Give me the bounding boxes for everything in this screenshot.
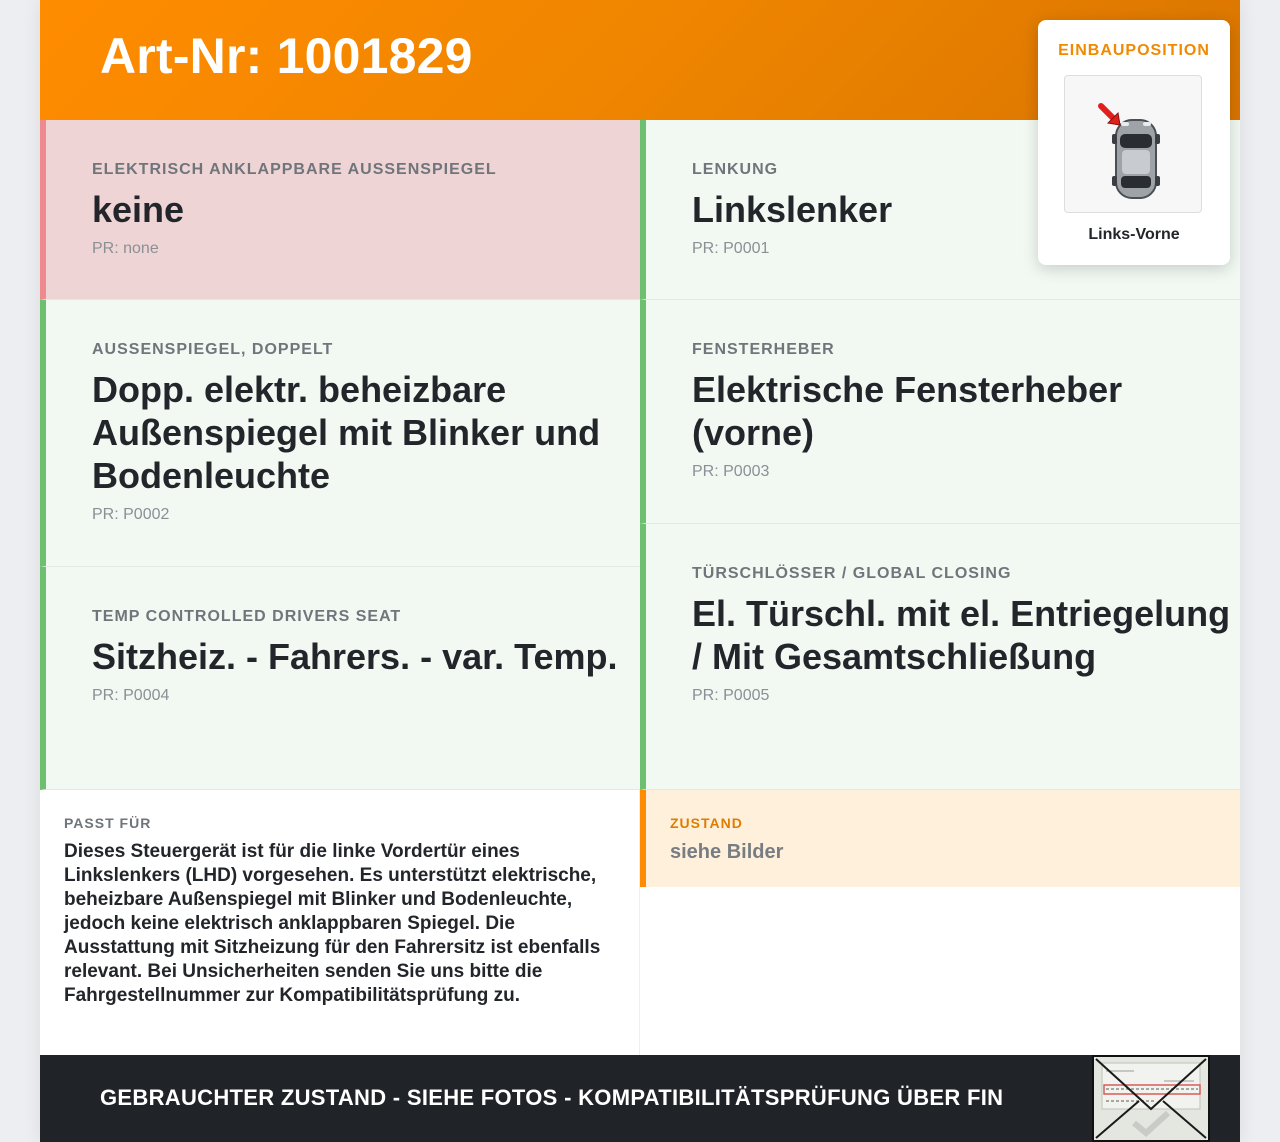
install-position-card bbox=[1038, 20, 1230, 265]
spec-label: LENKUNG bbox=[692, 161, 779, 178]
spec-value: Linkslenker bbox=[692, 189, 893, 230]
spec-pr-code: PR: P0001 bbox=[692, 240, 770, 257]
label-photo-icon bbox=[1094, 1057, 1208, 1140]
product-sheet bbox=[40, 0, 1240, 1142]
spec-label: AUSSENSPIEGEL, DOPPELT bbox=[92, 341, 334, 358]
install-position-value: Links-Vorne bbox=[1088, 226, 1180, 243]
condition-section bbox=[640, 790, 1240, 887]
spec-card-window-lifter bbox=[640, 300, 1240, 524]
spec-label: TÜRSCHLÖSSER / GLOBAL CLOSING bbox=[692, 565, 1012, 582]
spec-label: TEMP CONTROLLED DRIVERS SEAT bbox=[92, 608, 402, 625]
spec-value: Elektrische Fensterheber (vorne) bbox=[692, 369, 1123, 453]
spec-value: Dopp. elektr. beheizbare Außenspiegel mit Blinker und Bodenleuchte bbox=[92, 369, 601, 496]
condition-label: ZUSTAND bbox=[670, 815, 743, 831]
spec-pr-code: PR: P0004 bbox=[92, 687, 170, 704]
article-number-title: Art-Nr: 1001829 bbox=[100, 28, 473, 84]
spec-card-mirror-double bbox=[40, 300, 640, 567]
condition-value: siehe Bilder bbox=[670, 841, 784, 863]
spec-card-mirror-folding bbox=[40, 120, 640, 300]
spec-pr-code: PR: none bbox=[92, 240, 159, 257]
fits-section bbox=[40, 790, 640, 1055]
fits-description: Dieses Steuergerät ist für die linke Vordertür eines Linkslenkers (LHD) vorgesehen. Es unterstützt elektrische, beheizbare Außenspiegel mit Blinker und Bodenleuchte, jedoch keine elektrisch anklappbaren Spiegel. Die Ausstattung mit Sitzheizung für den Fahrersitz ist ebenfalls relevant. Bei Unsicherheiten senden Sie uns bitte die Fahrgestellnummer zur Kompatibilitätsprüfung zu. bbox=[64, 841, 601, 1006]
spec-pr-code: PR: P0002 bbox=[92, 506, 170, 523]
spec-value: Sitzheiz. - Fahrers. - var. Temp. bbox=[92, 636, 618, 677]
fits-label: PASST FÜR bbox=[64, 815, 152, 831]
car-position-image bbox=[1064, 75, 1202, 213]
spec-card-seat-heating bbox=[40, 567, 640, 790]
spec-value: El. Türschl. mit el. Entriegelung / Mit Gesamtschließung bbox=[692, 593, 1231, 677]
footer-text: GEBRAUCHTER ZUSTAND - SIEHE FOTOS - KOMPATIBILITÄTSPRÜFUNG ÜBER FIN bbox=[100, 1085, 1004, 1110]
install-position-label: EINBAUPOSITION bbox=[1058, 42, 1210, 59]
spec-value: keine bbox=[92, 189, 185, 230]
footer-bar bbox=[40, 1055, 1240, 1142]
car-top-view-icon bbox=[1065, 76, 1201, 212]
spec-label: ELEKTRISCH ANKLAPPBARE AUSSENSPIEGEL bbox=[92, 161, 497, 178]
spec-pr-code: PR: P0005 bbox=[692, 687, 770, 704]
spec-card-door-locks bbox=[640, 524, 1240, 790]
spec-pr-code: PR: P0003 bbox=[692, 463, 770, 480]
label-photo-thumbnail[interactable] bbox=[1092, 1055, 1210, 1142]
spec-label: FENSTERHEBER bbox=[692, 341, 835, 358]
